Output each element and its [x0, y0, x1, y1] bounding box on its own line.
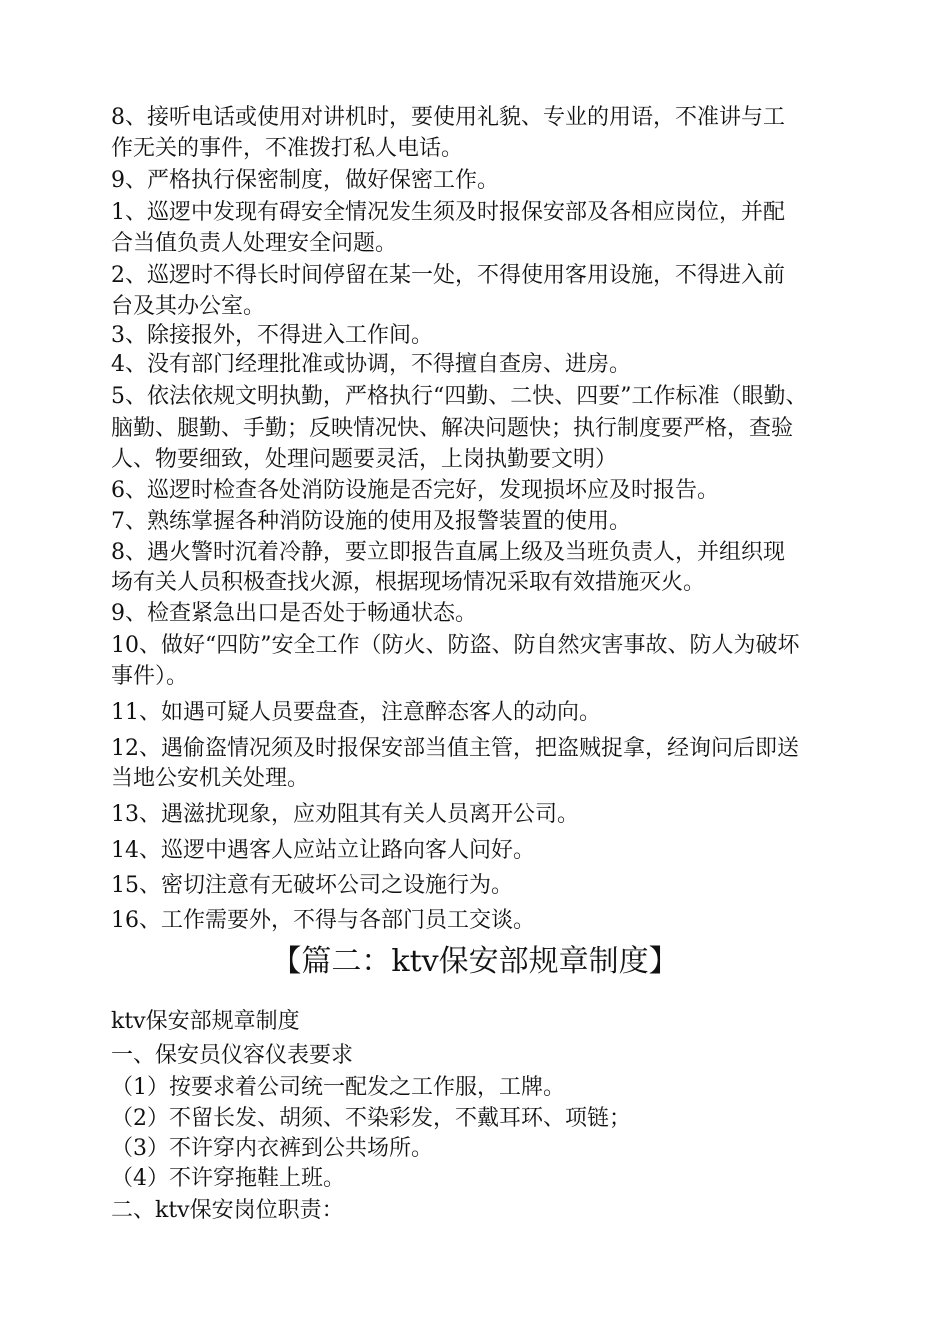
text-line: 6、巡逻时检查各处消防设施是否完好，发现损坏应及时报告。 — [111, 478, 719, 503]
text-line: （2）不留长发、胡须、不染彩发，不戴耳环、项链； — [111, 1106, 631, 1131]
text-line: 人、物要细致，处理问题要灵活，上岗执勤要文明） — [111, 447, 618, 472]
text-line: 4、没有部门经理批准或协调，不得擅自查房、进房。 — [111, 352, 631, 377]
text-line: 16、工作需要外，不得与各部门员工交谈。 — [111, 908, 535, 933]
text-line: 合当值负责人处理安全问题。 — [111, 231, 398, 256]
text-line: 场有关人员积极查找火源，根据现场情况采取有效措施灭火。 — [111, 570, 706, 595]
text-line: 10、做好“四防”安全工作（防火、防盗、防自然灾害事故、防人为破坏 — [111, 633, 800, 658]
text-line: 脑勤、腿勤、手勤；反映情况快、解决问题快；执行制度要严格，查验 — [111, 416, 794, 441]
text-line: 9、严格执行保密制度，做好保密工作。 — [111, 168, 499, 193]
text-line: 5、依法依规文明执勤，严格执行“四勤、二快、四要”工作标准（眼勤、 — [111, 384, 808, 409]
text-line: 7、熟练掌握各种消防设施的使用及报警装置的使用。 — [111, 509, 631, 534]
text-line: 台及其办公室。 — [111, 294, 266, 319]
text-line: 9、检查紧急出口是否处于畅通状态。 — [111, 601, 477, 626]
text-line: 作无关的事件，不准拨打私人电话。 — [111, 136, 464, 161]
text-line: 当地公安机关处理。 — [111, 766, 310, 791]
text-line: 13、遇滋扰现象，应劝阻其有关人员离开公司。 — [111, 802, 579, 827]
text-line: 12、遇偷盗情况须及时报保安部当值主管，把盗贼捉拿，经询问后即送 — [111, 736, 799, 761]
text-line: （1）按要求着公司统一配发之工作服，工牌。 — [111, 1075, 565, 1100]
text-line: 11、如遇可疑人员要盘查，注意醉态客人的动向。 — [111, 700, 601, 725]
text-line: （4）不许穿拖鞋上班。 — [111, 1166, 345, 1191]
text-line: 一、保安员仪容仪表要求 — [111, 1043, 354, 1068]
text-line: 二、ktv保安岗位职责： — [111, 1198, 344, 1223]
text-line: 14、巡逻中遇客人应站立让路向客人问好。 — [111, 838, 535, 863]
text-line: 事件）。 — [111, 664, 189, 689]
text-line: 2、巡逻时不得长时间停留在某一处，不得使用客用设施，不得进入前 — [111, 263, 785, 288]
text-line: 3、除接报外，不得进入工作间。 — [111, 323, 433, 348]
text-line: 8、接听电话或使用对讲机时，要使用礼貌、专业的用语，不准讲与工 — [111, 105, 785, 130]
text-line: 15、密切注意有无破坏公司之设施行为。 — [111, 873, 513, 898]
text-line: （3）不许穿内衣裤到公共场所。 — [111, 1136, 433, 1161]
text-line: ktv保安部规章制度 — [111, 1009, 300, 1034]
text-line: 8、遇火警时沉着冷静，要立即报告直属上级及当班负责人，并组织现 — [111, 540, 785, 565]
section-heading: 【篇二：ktv保安部规章制度】 — [271, 944, 679, 979]
text-line: 1、巡逻中发现有碍安全情况发生须及时报保安部及各相应岗位，并配 — [111, 200, 785, 225]
